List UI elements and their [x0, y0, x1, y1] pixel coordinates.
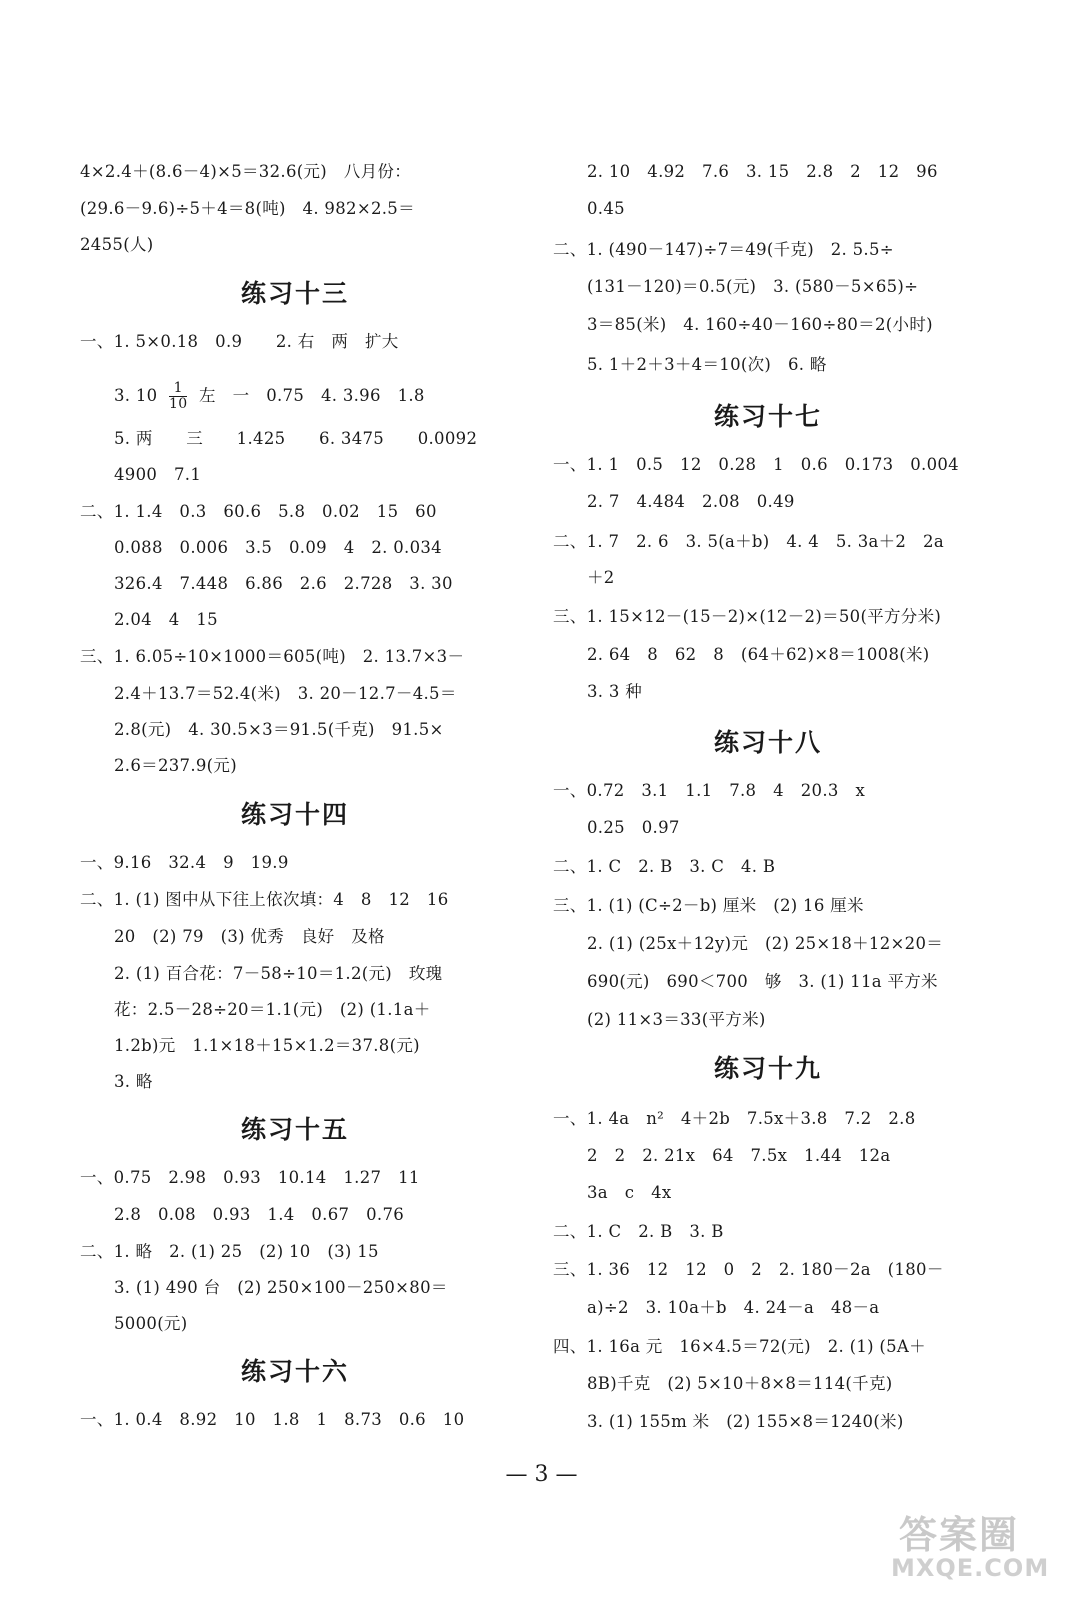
answer-line: 一、9.16 32.4 9 19.9 — [80, 853, 289, 872]
section-heading: 练习十八 — [713, 728, 822, 757]
fraction-denominator: 10 — [169, 396, 188, 412]
answer-line: 20 (2) 79 (3) 优秀 良好 及格 — [114, 927, 385, 946]
answer-line: 二、1. C 2. B 3. C 4. B — [553, 857, 776, 876]
section-heading: 练习十九 — [713, 1054, 822, 1083]
answer-line: 3. 3 种 — [587, 682, 643, 701]
section-heading: 练习十三 — [240, 279, 349, 308]
answer-line: 4900 7.1 — [114, 465, 202, 484]
answer-line: 2.8 0.08 0.93 1.4 0.67 0.76 — [114, 1205, 405, 1224]
answer-line: 3. (1) 155m 米 (2) 155×8＝1240(米) — [587, 1412, 904, 1431]
answer-line: 2.04 4 15 — [114, 610, 218, 629]
answer-line: 二、1. C 2. B 3. B — [553, 1222, 724, 1241]
answer-line: 2.8(元) 4. 30.5×3＝91.5(千克) 91.5× — [114, 720, 444, 739]
answer-line: ＋2 — [587, 568, 615, 587]
answer-line: 0.45 — [587, 199, 625, 218]
answer-line: 一、0.75 2.98 0.93 10.14 1.27 11 — [80, 1168, 420, 1187]
answer-line: 3a c 4x — [587, 1183, 672, 1202]
answer-line: 2455(人) — [80, 235, 154, 254]
answer-line: 2 2 2. 21x 64 7.5x 1.44 12a — [587, 1146, 891, 1165]
answer-line: 一、1. 5×0.18 0.9 2. 右 两 扩大 — [80, 332, 399, 351]
answer-line: 5. 两 三 1.425 6. 3475 0.0092 — [114, 429, 478, 448]
answer-line: 0.25 0.97 — [587, 818, 680, 837]
answer-text: 3. 10 — [114, 386, 158, 405]
section-heading: 练习十四 — [240, 800, 349, 829]
answer-line: 二、1. (1) 图中从下往上依次填：4 8 12 16 — [80, 890, 449, 909]
answer-line: 2. 10 4.92 7.6 3. 15 2.8 2 12 96 — [587, 162, 938, 181]
answer-line: 4×2.4＋(8.6－4)×5＝32.6(元) 八月份： — [80, 162, 412, 181]
answer-line: 二、1. 7 2. 6 3. 5(a＋b) 4. 4 5. 3a＋2 2a — [553, 532, 944, 551]
answer-line: a)÷2 3. 10a＋b 4. 24－a 48－a — [587, 1298, 880, 1317]
answer-line: 1.2b)元 1.1×18＋15×1.2＝37.8(元) — [114, 1036, 420, 1055]
answer-line: 三、1. 6.05÷10×1000＝605(吨) 2. 13.7×3－ — [80, 647, 465, 666]
answer-line: 5000(元) — [114, 1314, 188, 1333]
answer-line: 一、0.72 3.1 1.1 7.8 4 20.3 x — [553, 781, 866, 800]
answer-line: 2.6＝237.9(元) — [114, 756, 237, 775]
answer-line-with-fraction — [114, 381, 425, 412]
fraction-numerator: 1 — [169, 381, 187, 397]
answer-line: 690(元) 690＜700 够 3. (1) 11a 平方米 — [587, 972, 938, 991]
answer-line: 2. 64 8 62 8 (64＋62)×8＝1008(米) — [587, 645, 930, 664]
answer-line: 2. (1) (25x＋12y)元 (2) 25×18＋12×20＝ — [587, 934, 944, 953]
answer-text: 左 一 0.75 4. 3.96 1.8 — [199, 386, 425, 405]
answer-line: 二、1. (490－147)÷7＝49(千克) 2. 5.5÷ — [553, 240, 894, 259]
answer-line: 0.088 0.006 3.5 0.09 4 2. 0.034 — [114, 538, 442, 557]
answer-line: 326.4 7.448 6.86 2.6 2.728 3. 30 — [114, 574, 453, 593]
answer-line: 2. 7 4.484 2.08 0.49 — [587, 492, 795, 511]
answer-line: 花：2.5－28÷20＝1.1(元) (2) (1.1a＋ — [114, 1000, 431, 1019]
answer-line: 一、1. 4a n² 4＋2b 7.5x＋3.8 7.2 2.8 — [553, 1109, 916, 1128]
answer-line: 三、1. 15×12－(15－2)×(12－2)＝50(平方分米) — [553, 607, 942, 626]
answer-line: (131－120)＝0.5(元) 3. (580－5×65)÷ — [587, 277, 919, 296]
answer-line: 8B)千克 (2) 5×10＋8×8＝114(千克) — [587, 1374, 893, 1393]
section-heading: 练习十六 — [240, 1357, 349, 1386]
answer-line: 3. 略 — [114, 1072, 153, 1091]
section-heading: 练习十七 — [713, 402, 822, 431]
answer-line: 四、1. 16a 元 16×4.5＝72(元) 2. (1) (5A＋ — [553, 1337, 926, 1356]
answer-line: 三、1. 36 12 12 0 2 2. 180－2a (180－ — [553, 1260, 944, 1279]
answer-line: 2.4＋13.7＝52.4(米) 3. 20－12.7－4.5＝ — [114, 684, 457, 703]
answer-line: 二、1. 1.4 0.3 60.6 5.8 0.02 15 60 — [80, 502, 437, 521]
answer-line: 3. (1) 490 台 (2) 250×100－250×80＝ — [114, 1278, 448, 1297]
answer-line: 二、1. 略 2. (1) 25 (2) 10 (3) 15 — [80, 1242, 379, 1261]
answer-line: 5. 1＋2＋3＋4＝10(次) 6. 略 — [587, 355, 827, 374]
answer-line: 三、1. (1) (C÷2－b) 厘米 (2) 16 厘米 — [553, 896, 864, 915]
answer-line: (29.6－9.6)÷5＋4＝8(吨) 4. 982×2.5＝ — [80, 199, 415, 218]
answer-line: 一、1. 1 0.5 12 0.28 1 0.6 0.173 0.004 — [553, 455, 959, 474]
watermark-logo — [881, 1498, 1071, 1588]
fraction — [169, 381, 187, 412]
answer-line: 2. (1) 百合花：7－58÷10＝1.2(元) 玫瑰 — [114, 964, 443, 983]
watermark-url: MXQE.COM — [891, 1554, 1050, 1582]
answer-line: 3＝85(米) 4. 160÷40－160÷80＝2(小时) — [587, 315, 933, 334]
page-number: — 3 — — [505, 1462, 578, 1487]
answer-line: (2) 11×3＝33(平方米) — [587, 1010, 766, 1029]
answer-line: 一、1. 0.4 8.92 10 1.8 1 8.73 0.6 10 — [80, 1410, 465, 1429]
section-heading: 练习十五 — [240, 1115, 349, 1144]
watermark-text: 答案圈 — [899, 1513, 1020, 1557]
